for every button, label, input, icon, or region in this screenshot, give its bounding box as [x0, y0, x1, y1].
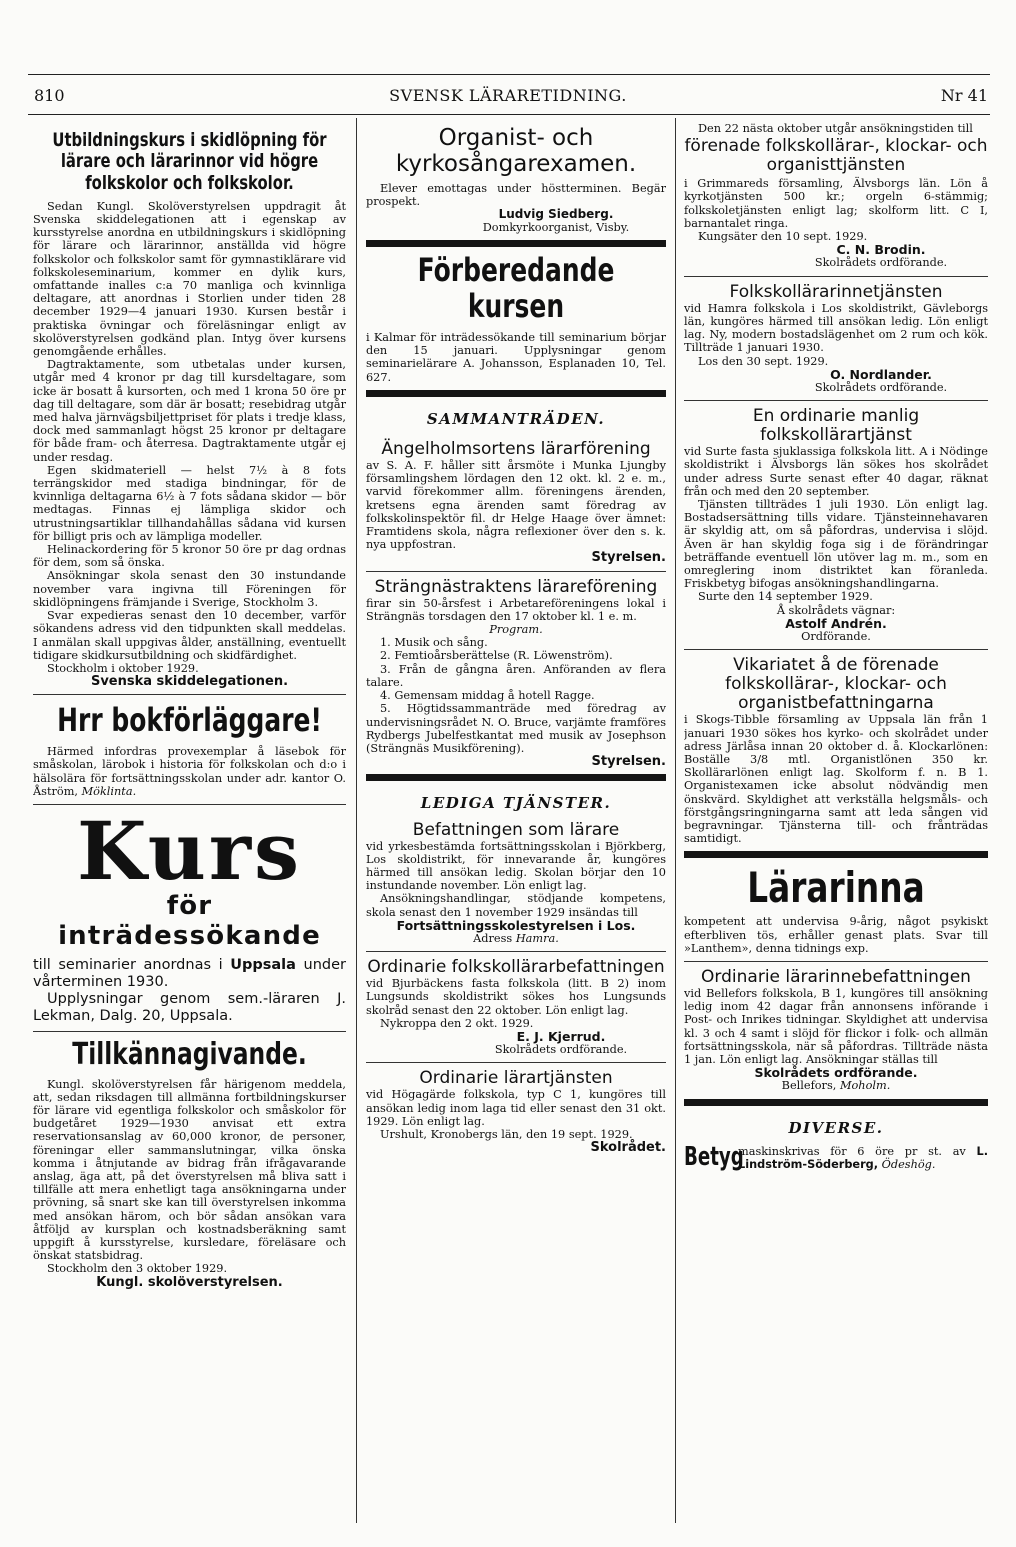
organist-exam-body: Elever emottagas under höstterminen. Begär prospekt.: [366, 181, 666, 208]
kurs-body-1b: Uppsala: [230, 956, 296, 973]
ordinary-post-signature: Skolrådet.: [590, 1140, 666, 1156]
divider: [684, 649, 988, 650]
divider-bar: [366, 390, 666, 397]
strangnas-item-1: 1. Musik och sång.: [380, 636, 488, 650]
hamra-signature: O. Nordlander.: [830, 366, 932, 382]
surte-body: vid Surte fasta sjuklassiga folkskola litt. A i Nödinge skoldistrikt i Älvsborgs län sökes hos skolrådet under adress Surte senast efter 40 dagar, räknat från och med den 20 september.: [684, 445, 988, 498]
skogs-tibble-body: i Skogs-Tibble församling av Uppsala län från 1 januari 1930 sökes hos kyrko- och skolrådet under adress Järlåsa innan 20 oktober d. å. Klockarlönen: Boställe 3/8 mtl. Organistlönen 350 kr. Skollärarlönen enligt lag. Skolform f. n. B 1. Organistexamen icke absolut nödvändig men önskvärd. Skyldighet att verkställa helgsmåls- och förstgångsringningarna samt att leda sången vid begravningar. Tjänsterna till- och frånträdas samtidigt.: [684, 713, 988, 846]
betyg-text: [738, 1145, 988, 1171]
hamra-place-date: Los den 30 sept. 1929.: [698, 354, 829, 368]
article-ski-course: [33, 130, 346, 688]
ad-ordinary-teacher: [366, 958, 666, 1056]
left-column: [33, 122, 346, 1542]
strangnas-title: Strängnästraktens lärareförening: [374, 576, 658, 597]
publishers-place: Möklinta.: [81, 784, 137, 798]
article-announcement: [33, 1038, 346, 1289]
surte-body-2: Tjänsten tillträdes 1 juli 1930. Lön enligt lag. Bostadsersättning tills vidare. Tjänsteinnehavaren är skyldig att, om så påfordras, undervisa i slöjd. Även är han skyldig foga sig i de förändringar beträffande eventuell lön utöver lag m. m., som en omreglering inom distriktet kan föranleda. Friskbetyg bifogas ansökningshandlingarna.: [684, 498, 988, 591]
right-column: [684, 122, 988, 1542]
bellefors-address: Moholm.: [839, 1079, 891, 1093]
betyg-headline: Betyg: [684, 1142, 744, 1173]
betyg-signature: L. Lindström-Söderberg,: [738, 1144, 988, 1172]
section-miscellaneous: DIVERSE.: [788, 1118, 884, 1137]
grimmared-role: Skolrådets ordförande.: [814, 256, 948, 270]
kurs-body-1c: under vårterminen 1930.: [33, 956, 346, 990]
teacher-position-address-label: Adress: [473, 931, 513, 945]
ad-lararinna: [684, 864, 988, 955]
ski-course-signature: Svenska skiddelegationen.: [90, 674, 289, 690]
announcement-signature: Kungl. skolöverstyrelsen.: [96, 1274, 283, 1290]
ordinary-teacher-role: Skolrådets ordförande.: [494, 1043, 628, 1057]
organist-exam-role: Domkyrkoorganist, Visby.: [482, 221, 630, 235]
issue-number: Nr 41: [940, 86, 988, 105]
publishers-title: Hrr bokförläggare!: [57, 701, 322, 740]
teacher-position-signature: Fortsättningsskolestyrelsen i Los.: [396, 917, 636, 933]
angelholm-title: Ängelholmsortens lärarförening: [381, 438, 651, 459]
strangnas-program-label: Program.: [489, 623, 543, 637]
newspaper-title: SVENSK LÄRARETIDNING.: [389, 86, 627, 105]
ad-strangnas: [366, 578, 666, 769]
teacher-position-address: Hamra.: [515, 931, 559, 945]
surte-role: Ordförande.: [801, 630, 871, 644]
hamra-role: Skolrådets ordförande.: [814, 380, 948, 394]
ad-preparatory-course: [366, 253, 666, 383]
ad-hamra: [684, 283, 988, 394]
ordinary-post-title: Ordinarie lärartjänsten: [419, 1068, 613, 1089]
ad-organist-exam: [366, 126, 666, 234]
strangnas-item-2: 2. Femtioårsberättelse (R. Löwenström).: [380, 649, 613, 663]
grimmared-body: i Grimmareds församling, Älvsborgs län. Lön å kyrkotjänsten 500 kr.; orgeln 6-stämmig; folkskoletjänsten enligt lag; skolform litt. C I, barnantalet ringa.: [684, 177, 988, 230]
ordinary-teacher-body: vid Bjurbäckens fasta folkskola (litt. B 2) inom Lungsunds skoldistrikt sökes hos Lungsunds skolråd senast den 22 oktober. Lön enligt lag.: [366, 977, 666, 1017]
column-divider-right: [675, 118, 676, 1523]
header-rule: [28, 114, 990, 115]
betyg-body: maskinskrivas för 6 öre pr st. av: [738, 1144, 966, 1158]
section-vacancies: LEDIGA TJÄNSTER.: [420, 794, 612, 813]
bellefors-signature: Skolrådets ordförande.: [754, 1065, 918, 1081]
organist-exam-title: Organist- och kyrkosångarexamen.: [395, 125, 637, 177]
teacher-position-body-2: Ansökningshandlingar, stödjande kompetens, skola senast den 1 november 1929 insändas till: [366, 892, 666, 919]
ad-teacher-position: [366, 821, 666, 946]
ad-surte: [684, 407, 988, 643]
divider: [366, 1062, 666, 1063]
ad-ordinary-post: [366, 1069, 666, 1154]
divider-bar: [684, 851, 988, 858]
page-number: 810: [34, 86, 65, 105]
preparatory-course-body: i Kalmar för inträdessökande till seminarium börjar den 15 januari. Upplysningar genom seminarielärare A. Johansson, Esplanaden 10, Tel. 627.: [366, 330, 666, 384]
kurs-body-2: Upplysningar genom sem.-läraren J. Lekman, Dalg. 20, Uppsala.: [33, 990, 346, 1024]
announcement-body: Kungl. skolöverstyrelsen får härigenom meddela, att, sedan riksdagen till allmänna fortbildningskurser för lärare vid egentliga folkskolor och småskolor för budgetåret 1929—1930 anvisat ett extra reservationsanslag av 60,000 kronor, de personer, föreningar eller sammanslutningar, vilka önska komma i åtnjutande av bidrag från ifrågavarande anslag, äga att, på det överstyrelsen må bliva satt i tillfälle att mera enhetligt taga ansökningarna under prövning, så snart ske kan till överstyrelsen inkomma med ansökan härom, och bör sådan ansökan vara åtföljd av kursplan och kostnadsberäkning samt uppgift å kursstyrelse, kursledare, föreläsare och önskat statsbidrag.: [33, 1077, 346, 1263]
bellefors-body: vid Bellefors folkskola, B 1, kungöres till ansökning ledig inom 42 dagar från annonsens införande i Post- och Inrikes tidningar. Skyldighet att undervisa kl. 3 och 4 samt i slöjd för flickor i folk- och allmän fortsättningsskola, när så påfordras. Tillträde nästa 1 jan. Lön enligt lag. Ansökningar ställas till: [684, 987, 988, 1067]
betyg-place: Ödeshög.: [881, 1158, 936, 1172]
bellefors-address-label: Bellefors,: [781, 1079, 837, 1093]
divider: [684, 400, 988, 401]
hamra-title: Folkskollärarinnetjänsten: [729, 281, 943, 302]
announcement-place-date: Stockholm den 3 oktober 1929.: [47, 1262, 228, 1276]
hamra-body: vid Hamra folkskola i Los skoldistrikt, Gävleborgs län, kungöres härmed till ansökan ledig. Lön enligt lag. Ny, modern bostadslägenhet om 2 rum och kök. Tillträde 1 januari 1930.: [684, 301, 988, 355]
publishers-body: Härmed infordras provexemplar å läsebok för småskolan, lärobok i historia för folkskolan och d:o i hälsolära för fortsättningsskolan under adr. kantor O. Åström,: [33, 745, 346, 798]
ad-publishers: [33, 703, 346, 798]
ordinary-teacher-title: Ordinarie folkskollärarbefattningen: [367, 957, 665, 978]
ad-bellefors: [684, 968, 988, 1093]
section-meetings: SAMMANTRÄDEN.: [426, 409, 606, 428]
grimmared-place-date: Kungsäter den 10 sept. 1929.: [698, 230, 868, 244]
teacher-position-title: Befattningen som lärare: [412, 819, 620, 840]
bellefors-title: Ordinarie lärarinnebefattningen: [701, 967, 971, 988]
ordinary-post-place-date: Urshult, Kronobergs län, den 19 sept. 1929.: [380, 1128, 633, 1142]
strangnas-item-5: 5. Högtidssammanträde med föredrag av undervisningsrådet N. O. Bruce, varjämte framföres Rydbergs Jubelfestkantat med musik av Josephson (Strängnäs Musikförening).: [366, 702, 666, 755]
ski-course-paragraph-4: Helinackordering för 5 kronor 50 öre pr dag ordnas för dem, som så önska.: [33, 543, 346, 570]
divider: [33, 694, 346, 695]
kurs-body-1: [33, 957, 346, 991]
ski-course-paragraph-3: Egen skidmateriell — helst 7½ à 8 fots terrängskidor med stadiga bindningar, för de kvinnliga deltagarna 6½ à 7 fots sådana skidor — bör medtagas. Finnas ej lämpliga skidor och utrustningsartiklar tillhandahållas sådana vid kursen för billigt pris och av lämpliga modeller.: [33, 463, 346, 543]
surte-title: En ordinarie manlig folkskollärartjänst: [752, 406, 920, 446]
ad-skogs-tibble: [684, 656, 988, 845]
surte-signature: Astolf Andrén.: [785, 615, 887, 631]
angelholm-signature: Styrelsen.: [591, 550, 666, 566]
ad-kurs: [33, 803, 346, 1025]
teacher-position-body: vid yrkesbestämda fortsättningsskolan i Björkberg, Los skoldistrikt, för innevarande år, kungöres härmed till ansökan ledig. Skolan börjar den 10 instundande november. Lön enligt lag.: [366, 839, 666, 893]
strangnas-item-3: 3. Från de gångna åren. Anföranden av flera talare.: [366, 662, 666, 689]
divider: [366, 951, 666, 952]
divider-bar: [684, 1099, 988, 1106]
ordinary-post-body: vid Högagärde folkskola, typ C 1, kungöres till ansökan ledig inom laga tid eller senast den 31 okt. 1929. Lön enligt lag.: [366, 1088, 666, 1128]
announcement-title: Tillkännagivande.: [72, 1036, 307, 1072]
ad-angelholm: [366, 440, 666, 565]
divider-bar: [366, 240, 666, 247]
ski-course-paragraph-1: Sedan Kungl. Skolöverstyrelsen uppdragit åt Svenska skiddelegationen att i egenskap av kursstyrelse anordna en utbildningskurs i skidlöpning för lärare och lärarinnor, anställda vid högre folkskolor och folkskolor samt för gymnastiklärare vid folkskoleseminarium, kommer en dylik kurs, omfattande inalles c:a 70 manliga och kvinnliga deltagare, att anordnas i Storlien under tiden 28 december 1929—4 januari 1930. Kursen består i praktiska övningar och föreläsningar enligt av skolöverstyrelsen godkänd plan. Intyg över kursens genomgående erhålles.: [33, 199, 346, 359]
lararinna-title: Lärarinna: [747, 863, 925, 913]
preparatory-course-title: Förberedande kursen: [417, 251, 615, 326]
grimmared-intro: Den 22 nästa oktober utgår ansökningstiden till: [698, 122, 973, 135]
divider: [684, 276, 988, 277]
column-divider-left: [356, 118, 357, 1523]
divider: [33, 1031, 346, 1032]
ski-course-place-date: Stockholm i oktober 1929.: [47, 661, 199, 675]
divider-bar: [366, 774, 666, 781]
grimmared-signature: C. N. Brodin.: [836, 242, 926, 258]
divider: [684, 961, 988, 962]
surte-place-date: Surte den 14 september 1929.: [698, 590, 873, 604]
strangnas-body: firar sin 50-årsfest i Arbetareföreningens lokal i Strängnäs torsdagen den 17 oktober kl. 1 e. m.: [366, 596, 666, 623]
surte-on-behalf: Å skolrådets vägnar:: [776, 603, 896, 617]
middle-column: [366, 122, 666, 1542]
ski-course-paragraph-2: Dagtraktamente, som utbetalas under kursen, utgår med 4 kronor pr dag till kursdeltagare, som icke är bosatt å kursorten, och med 1 krona 50 öre pr dag till deltagare, som där är bosatt; resebidrag utgår med halva järnvägsbiljettpriset för plats i tredje klass, dock med sammanlagt högst 25 kronor pr deltagare för både fram- och återresa. Dagtraktamente utgår ej under resdag.: [33, 358, 346, 464]
kurs-headline: Kurs: [76, 803, 303, 898]
ski-course-title: Utbildningskurs i skidlöpning för lärare och lärarinnor vid högre folkskolor och folkskolor.: [52, 129, 327, 194]
ad-grimmared: [684, 122, 988, 270]
ski-course-paragraph-6: Svar expedieras senast den 10 december, varför sökandens adress vid den tidpunkten skall meddelas. I anmälan skall uppgivas ålder, anställning, eventuellt tidigare skidkursutbildning och skidfärdighet.: [33, 609, 346, 662]
top-rule: [28, 74, 990, 75]
grimmared-title: förenade folkskollärar-, klockar- och organisttjänsten: [684, 136, 988, 176]
strangnas-item-4: 4. Gemensam middag å hotell Ragge.: [380, 689, 595, 703]
lararinna-body: kompetent att undervisa 9-årig, något psykiskt efterbliven tös, erhåller genast plats. Svar till »Lanthem», denna tidnings exp.: [684, 915, 988, 955]
kurs-body-1a: till seminarier anordnas i: [33, 956, 223, 973]
ordinary-teacher-signature: E. J. Kjerrud.: [516, 1029, 606, 1045]
ordinary-teacher-place-date: Nykroppa den 2 okt. 1929.: [380, 1016, 534, 1030]
divider: [366, 571, 666, 572]
organist-exam-signature: Ludvig Siedberg.: [498, 206, 614, 221]
ad-betyg: [684, 1142, 988, 1173]
kurs-subheadline: för inträdessökande: [58, 890, 321, 951]
strangnas-signature: Styrelsen.: [591, 754, 666, 770]
ski-course-paragraph-5: Ansökningar skola senast den 30 instundande november vara ingivna till Föreningen för skidlöpningens främjande i Sverige, Stockholm 3.: [33, 569, 346, 609]
angelholm-body: av S. A. F. håller sitt årsmöte i Munka Ljungby församlingshem lördagen den 12 okt. kl. 2 e. m., varvid förekommer allm. föreningens ärenden, kretsens egna ärenden samt föredrag av folkskolinspektör fil. dr Helge Haage över ämnet: Framtidens skola, några reflexioner över den s. k. nya uppfostran.: [366, 459, 666, 552]
skogs-tibble-title: Vikariatet å de förenade folkskollärar-, klockar- och organistbefattningarna: [725, 655, 947, 714]
